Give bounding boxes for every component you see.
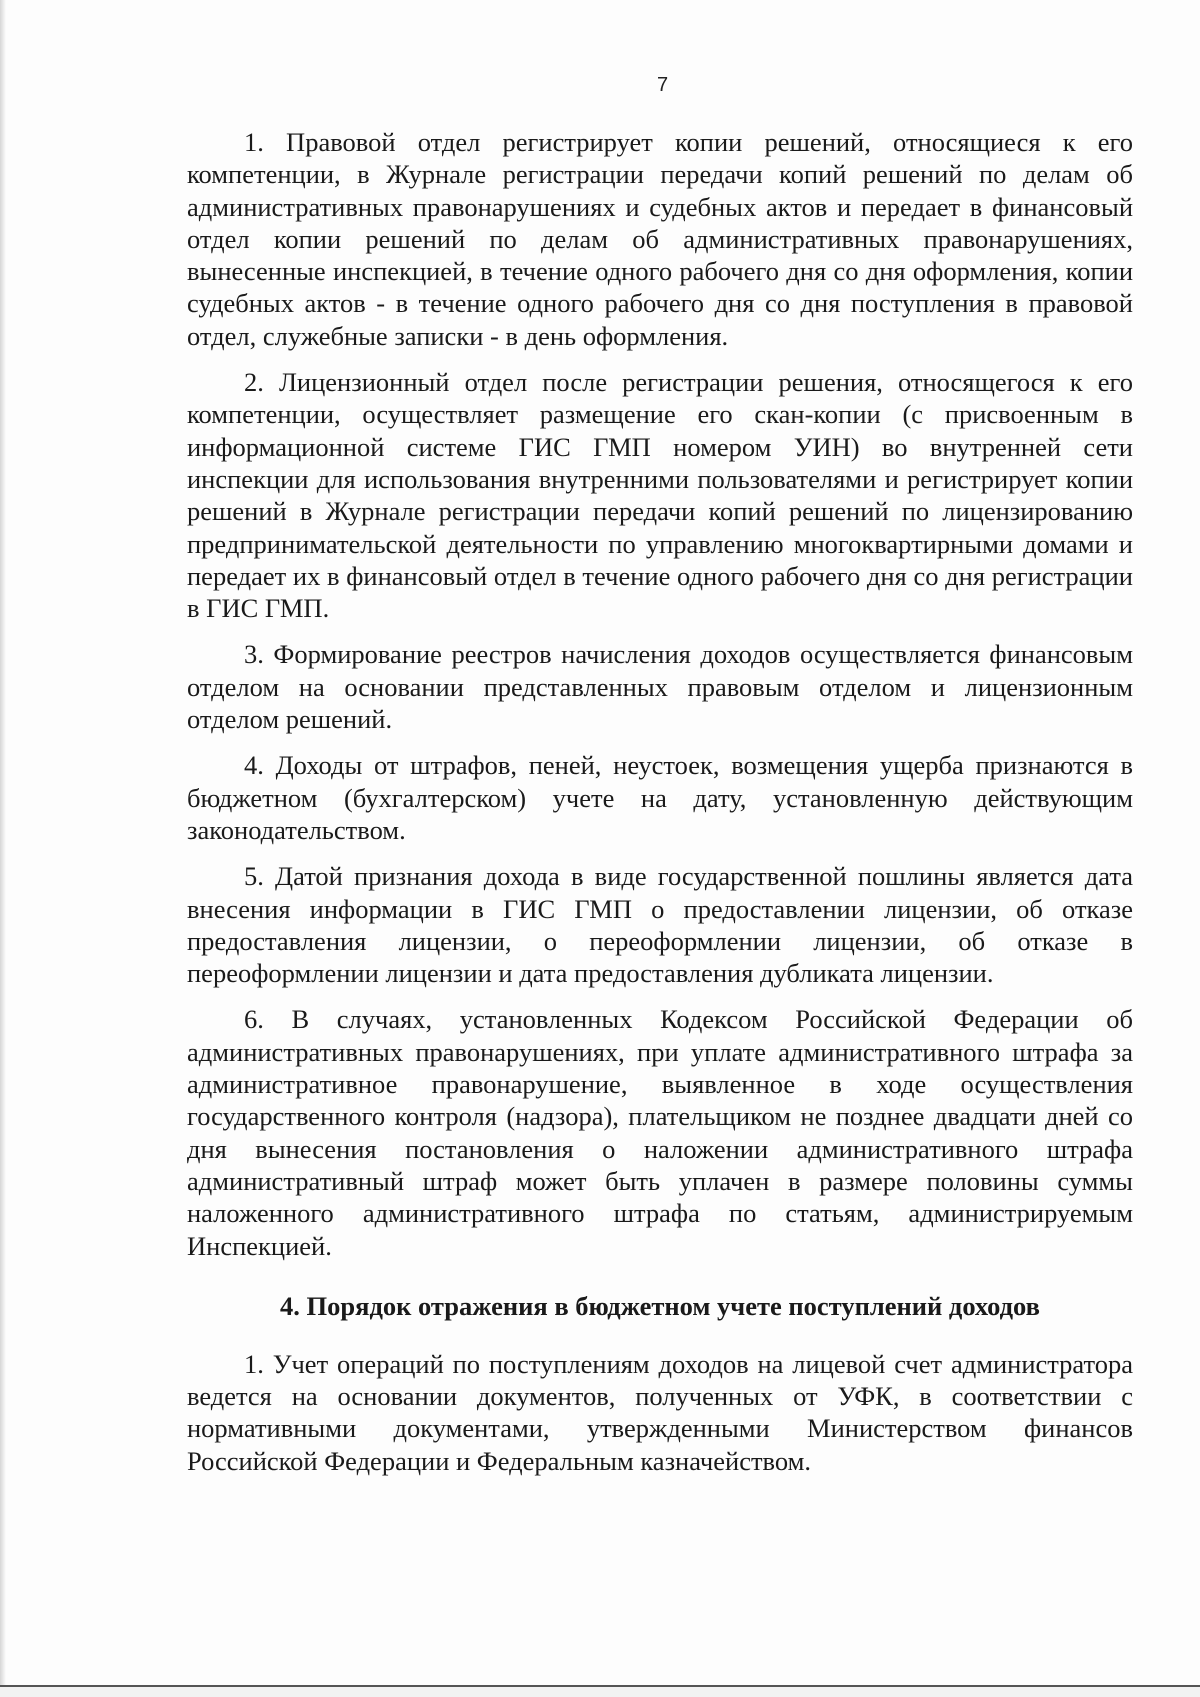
- scan-bottom-edge: [0, 1685, 1200, 1697]
- paragraph-3-1: 1. Правовой отдел регистрирует копии решений, относящиеся к его компетенции, в Журнале регистрации передачи копий решений по делам об административных правонарушениях и судебных актов и передает в финансовый отдел копии решений по делам об административных правонарушениях, вынесенные инспекцией, в течение одного рабочего дня со дня оформления, копии судебных актов - в течение одного рабочего дня со дня поступления в правовой отдел, служебные записки - в день оформления.: [187, 127, 1133, 351]
- section-4-heading: 4. Порядок отражения в бюджетном учете поступлений доходов: [280, 1290, 1040, 1321]
- paragraph-3-4: 4. Доходы от штрафов, пеней, неустоек, возмещения ущерба признаются в бюджетном (бухгалтерском) учете на дату, установленную действующим законодательством.: [187, 750, 1133, 845]
- document-body: [187, 126, 1133, 1491]
- paragraph-3-6: 6. В случаях, установленных Кодексом Российской Федерации об административных правонарушениях, при уплате административного штрафа за административное правонарушение, выявленное в ходе осуществления государственного контроля (надзора), плательщиком не позднее двадцати дней со дня вынесения постановления о наложении административного штрафа административный штраф может быть уплачен в размере половины суммы наложенного административного штрафа по статьям, администрируемым Инспекцией.: [187, 1004, 1133, 1261]
- paragraph-4-1: 1. Учет операций по поступлениям доходов на лицевой счет администратора ведется на основании документов, полученных от УФК, в соответствии с нормативными документами, утвержденными Министерством финансов Российской Федерации и Федеральным казначейством.: [187, 1348, 1133, 1476]
- page-number: 7: [656, 74, 669, 96]
- scan-edge: [0, 0, 6, 1697]
- paragraph-3-5: 5. Датой признания дохода в виде государственной пошлины является дата внесения информации в ГИС ГМП о предоставлении лицензии, об отказе предоставления лицензии, о переоформлении лицензии, об отказе в переоформлении лицензии и дата предоставления дубликата лицензии.: [187, 861, 1133, 989]
- paragraph-3-2: 2. Лицензионный отдел после регистрации решения, относящегося к его компетенции, осуществляет размещение его скан-копии (с присвоенным в информационной системе ГИС ГМП номером УИН) во внутренней сети инспекции для использования внутренними пользователями и регистрирует копии решений в Журнале регистрации передачи копий решений по лицензированию предпринимательской деятельности по управлению многоквартирными домами и передает их в финансовый отдел в течение одного рабочего дня со дня регистрации в ГИС ГМП.: [187, 367, 1133, 624]
- paragraph-3-3: 3. Формирование реестров начисления доходов осуществляется финансовым отделом на основании представленных правовым отделом и лицензионным отделом решений.: [187, 639, 1133, 735]
